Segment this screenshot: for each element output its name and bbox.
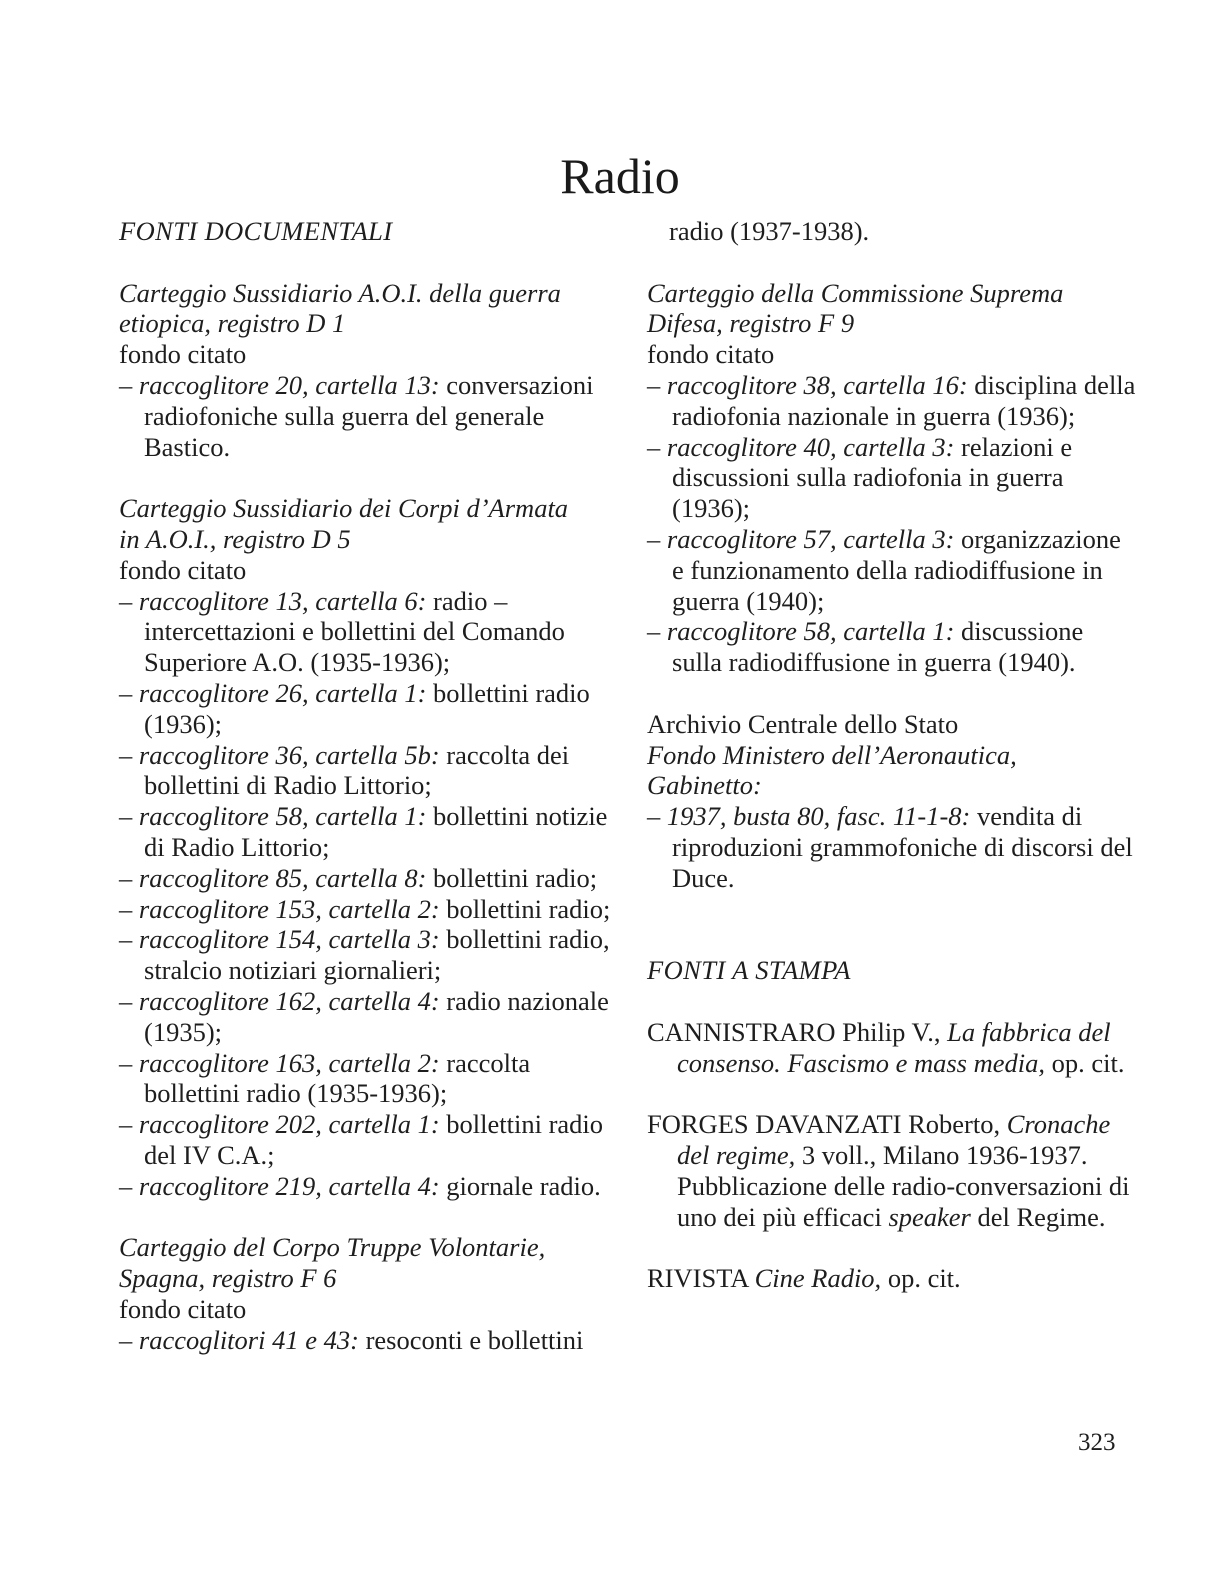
source-title: etiopica, registro D 1	[119, 308, 346, 339]
section-heading-fonti-a-stampa: FONTI A STAMPA	[647, 955, 851, 986]
source-group	[647, 278, 1137, 678]
list-item: – raccoglitore 20, cartella 13: conversazioni radiofoniche sulla guerra del generale Bastico.	[119, 369, 594, 462]
right-column	[647, 216, 1137, 1294]
source-group	[119, 493, 619, 1201]
list-item: – raccoglitore 58, cartella 1: discussione sulla radiodiffusione in guerra (1940).	[647, 616, 1084, 678]
list-item: – raccoglitore 219, cartella 4: giornale radio.	[119, 1170, 601, 1201]
fondo-label: fondo citato	[119, 1293, 247, 1324]
source-title: Carteggio Sussidiario A.O.I. della guerra	[119, 277, 561, 308]
archive-fondo: Gabinetto:	[647, 770, 762, 801]
archive-name: Archivio Centrale dello Stato	[647, 708, 959, 739]
fondo-label: fondo citato	[647, 339, 775, 370]
source-title: Carteggio della Commissione Suprema	[647, 277, 1064, 308]
source-title: Spagna, registro F 6	[119, 1263, 337, 1294]
fondo-label: fondo citato	[119, 554, 247, 585]
list-item: – 1937, busta 80, fasc. 11-1-8: vendita di riproduzioni grammofoniche di discorsi del Duce.	[647, 801, 1133, 893]
list-item: – raccoglitore 162, cartella 4: radio nazionale (1935);	[119, 985, 609, 1047]
list-item: – raccoglitore 38, cartella 16: disciplina della radiofonia nazionale in guerra (1936);	[647, 369, 1136, 431]
list-item: – raccoglitore 85, cartella 8: bollettini radio;	[119, 862, 598, 893]
list-item: – raccoglitore 202, cartella 1: bollettini radio del IV C.A.;	[119, 1109, 604, 1170]
list-item: – raccoglitore 153, cartella 2: bollettini radio;	[119, 893, 611, 924]
list-item: – raccoglitore 58, cartella 1: bollettini notizie di Radio Littorio;	[119, 801, 608, 862]
list-item: – raccoglitore 13, cartella 6: radio – intercettazioni e bollettini del Comando Superiore A.O. (1935-1936);	[119, 585, 565, 678]
archive-group	[647, 709, 1137, 894]
list-item: – raccoglitore 57, cartella 3: organizzazione e funzionamento della radiodiffusione in guerra (1940);	[647, 523, 1121, 616]
page-number: 323	[1078, 1429, 1116, 1456]
bibliography-entry: FORGES DAVANZATI Roberto, Cronache del regime, 3 voll., Milano 1936-1937.	[647, 1109, 1111, 1170]
source-title: Carteggio Sussidiario dei Corpi d’Armata	[119, 493, 569, 524]
bibliography-entry: CANNISTRARO Philip V., La fabbrica del consenso. Fascismo e mass media, op. cit.	[647, 1016, 1125, 1078]
left-column	[119, 216, 619, 1355]
page-title: Radio	[560, 148, 680, 204]
source-group	[119, 278, 619, 463]
list-item: – raccoglitore 163, cartella 2: raccolta bollettini radio (1935-1936);	[119, 1047, 531, 1109]
list-item: – raccoglitore 40, cartella 3: relazioni e discussioni sulla radiofonia in guerra (1936);	[647, 431, 1073, 524]
list-item: – raccoglitore 36, cartella 5b: raccolta dei bollettini di Radio Littorio;	[119, 739, 570, 801]
fondo-label: fondo citato	[119, 339, 247, 370]
list-item: – raccoglitori 41 e 43: resoconti e bollettini	[119, 1324, 584, 1355]
bibliography-entry: RIVISTA Cine Radio, op. cit.	[647, 1263, 961, 1294]
bibliography-note: Pubblicazione delle radio-conversazioni di uno dei più efficaci speaker del Regime.	[677, 1170, 1130, 1232]
source-group	[119, 1232, 619, 1355]
source-title: in A.O.I., registro D 5	[119, 523, 351, 554]
continued-text: radio (1937-1938).	[669, 216, 870, 246]
list-item: – raccoglitore 26, cartella 1: bollettini radio (1936);	[119, 677, 590, 739]
list-item: – raccoglitore 154, cartella 3: bollettini radio, stralcio notiziari giornalieri;	[119, 924, 610, 986]
section-heading-fonti-documentali: FONTI DOCUMENTALI	[119, 216, 393, 246]
source-title: Difesa, registro F 9	[647, 308, 855, 339]
source-title: Carteggio del Corpo Truppe Volontarie,	[119, 1232, 546, 1263]
archive-fondo: Fondo Ministero dell’Aeronautica,	[647, 739, 1017, 770]
